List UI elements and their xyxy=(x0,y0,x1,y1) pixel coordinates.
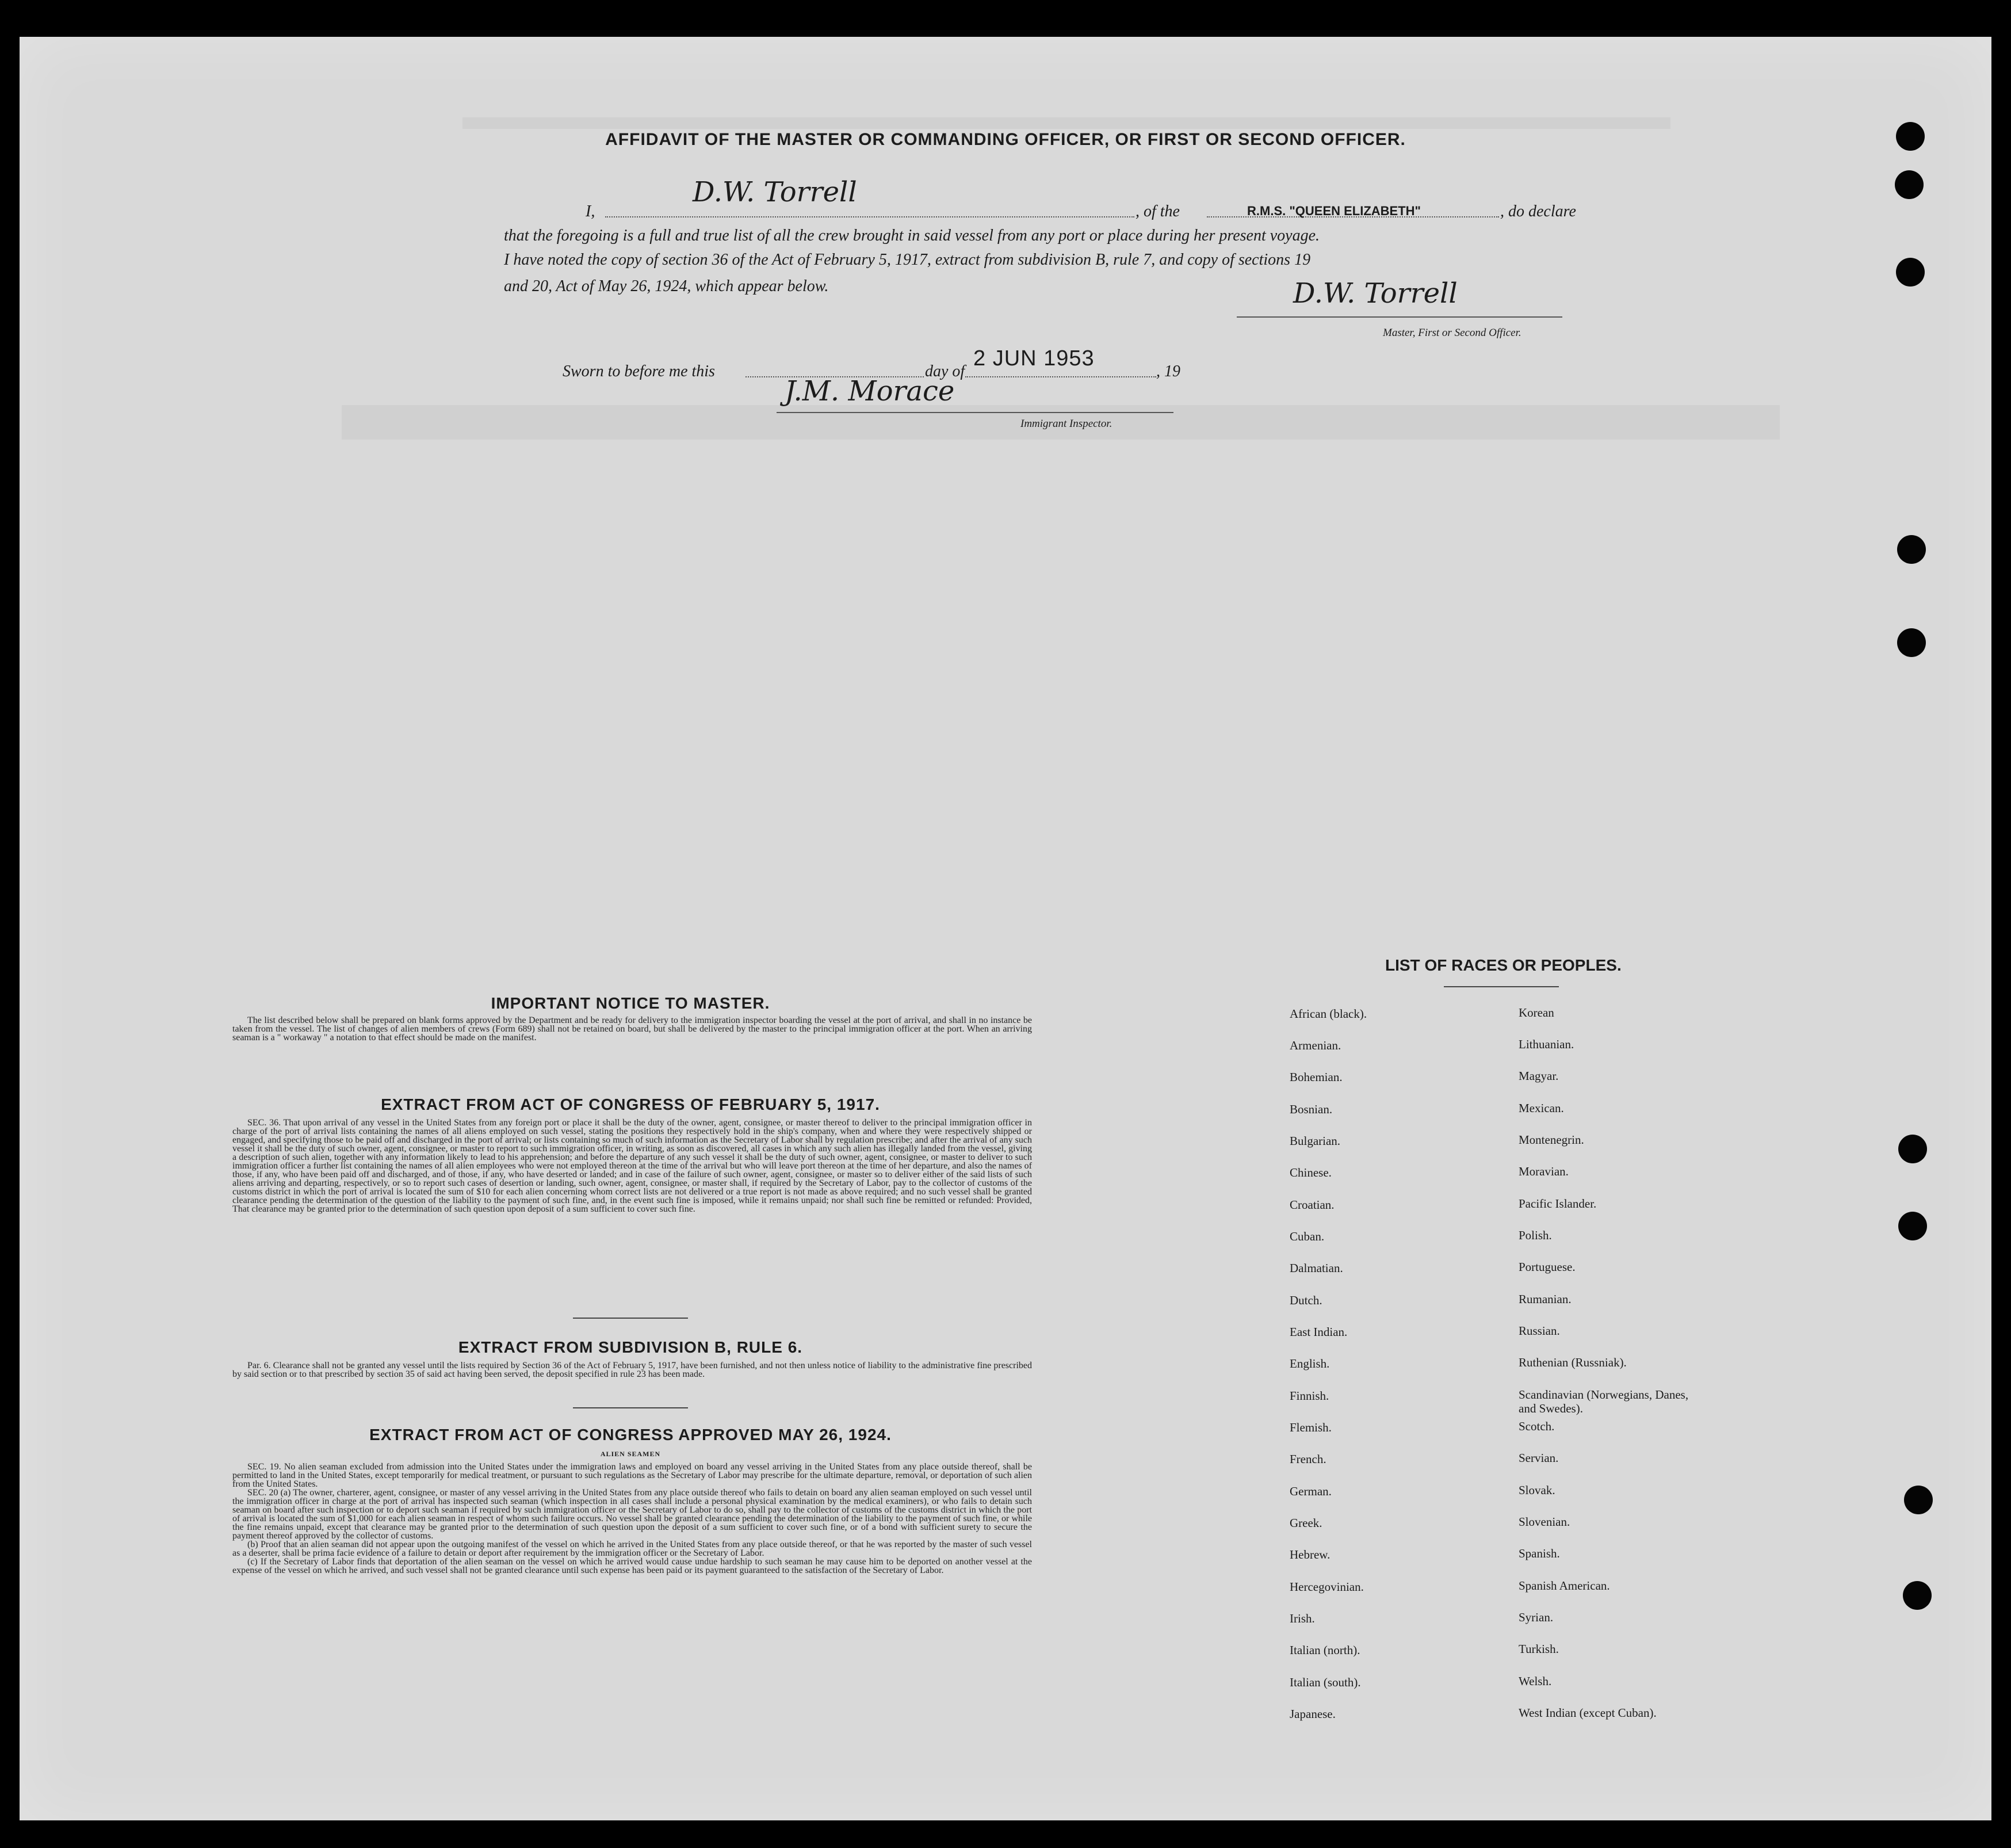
race-item: Syrian. xyxy=(1519,1610,1554,1624)
race-item: English. xyxy=(1290,1357,1330,1370)
sec-20c: (c) If the Secretary of Labor finds that deportation of the alien seaman on the vessel on which he arrived would cause undue hardship to such seaman he may cause him to be deported on another vessel at the expense of the vessel on which he arrived, and such vessel shall not be granted clearance until such expense has been paid or its payment guaranteed to the satisfaction of the Secretary of Labor. xyxy=(232,1557,1032,1575)
race-item: French. xyxy=(1290,1452,1326,1466)
affidavit-line-3: I have noted the copy of section 36 of the Act of February 5, 1917, extract from subdivision B, rule 7, and copy of sections 19 xyxy=(504,251,1311,269)
race-item: Bosnian. xyxy=(1290,1102,1333,1116)
race-item: West Indian (except Cuban). xyxy=(1519,1706,1657,1720)
races-title-rule xyxy=(1444,986,1559,987)
affidavit-of-the-label: , of the xyxy=(1136,203,1180,220)
race-item: Lithuanian. xyxy=(1519,1037,1574,1051)
punch-hole xyxy=(1903,1581,1932,1610)
race-item: Bulgarian. xyxy=(1290,1134,1341,1148)
race-item: Scotch. xyxy=(1519,1419,1555,1433)
master-signature-line xyxy=(1237,316,1562,318)
extract-1917-title: EXTRACT FROM ACT OF CONGRESS OF FEBRUARY 5, 1917. xyxy=(381,1095,880,1113)
punch-hole xyxy=(1896,258,1925,287)
year-prefix-label: , 19 xyxy=(1156,362,1180,380)
race-item: Bohemian. xyxy=(1290,1070,1343,1084)
extract-1924-body xyxy=(232,1463,1032,1575)
race-item: Mexican. xyxy=(1519,1101,1564,1115)
punch-hole xyxy=(1898,1135,1927,1163)
subdivision-body: Par. 6. Clearance shall not be granted any vessel until the lists required by Section 36 of the Act of February 5, 1917, have been furnished, and not then unless notice of liability to the administrative fine prescribed by said section or to that prescribed by section 35 of said act having been served, the deposit specified in rule 23 has been made. xyxy=(232,1361,1032,1379)
race-item: Italian (south). xyxy=(1290,1675,1361,1689)
race-item: Armenian. xyxy=(1290,1038,1341,1052)
sworn-month-field xyxy=(965,376,1156,377)
extract-1924-title: EXTRACT FROM ACT OF CONGRESS APPROVED MAY 26, 1924. xyxy=(369,1426,892,1444)
master-signature: D.W. Torrell xyxy=(1293,277,1458,310)
race-item: Flemish. xyxy=(1290,1421,1332,1434)
subdivision-title: EXTRACT FROM SUBDIVISION B, RULE 6. xyxy=(458,1338,803,1356)
race-item: Slovak. xyxy=(1519,1483,1555,1497)
sec-19: SEC. 19. No alien seaman excluded from admission into the United States under the immigration laws and employed on board any vessel arriving in the United States from any place outside thereof, shall be permitted to land in the United States, except temporarily for medical treatment, or pursuant to such regulations as the Secretary of Labor may prescribe for the ultimate departure, removal, or deportation of such alien from the United States. xyxy=(232,1462,1032,1489)
master-name-field xyxy=(605,216,1134,217)
extract-1917-body: SEC. 36. That upon arrival of any vessel in the United States from any foreign port or place it shall be the duty of the owner, agent, consignee, or master thereof to deliver to the principal immigration officer in charge of the port of arrival lists containing the names of all aliens employed on such vessel, stating the positions they respectively hold in the ship's company, when and where they were respectively shipped or engaged, and specifying those to be paid off and discharged in the port of arrival; or lists containing so much of such information as the Secretary of Labor shall by regulation prescribe; and after the arrival of any such vessel it shall be the duty of such owner, agent, consignee, or master to report to such immigration officer, in writing, as soon as discovered, all cases in which any such alien has illegally landed from the vessel, giving a description of such alien, together with any information likely to lead to his apprehension; and before the departure of any such vessel it shall be the duty of such owner, agent, consignee, or master to deliver to such immigration officer a further list containing the names of all alien employees who were not employed thereon at the time of the arrival but who will leave port thereon at the time of her departure, and also the names of those, if any, who have been paid off and discharged, and of those, if any, who have deserted or landed; and in case of the failure of such owner, agent, consignee, or master so to deliver either of the said lists of such aliens arriving and departing, respectively, or so to report such cases of desertion or landing, such owner, agent, consignee, or master shall, if required by the Secretary of Labor, pay to the collector of customs of the customs district in which the port of arrival is located the sum of $10 for each alien concerning whom correct lists are not delivered or a true report is not made as above required; and no such vessel shall be granted clearance pending the determination of the question of the liability to the payment of such fine, and, in the event such fine is imposed, while it remains unpaid; nor shall such fine be remitted or refunded: Provided, That clearance may be granted prior to the determination of such question upon deposit of a sum sufficient to cover such fine. xyxy=(232,1118,1032,1214)
race-item: Italian (north). xyxy=(1290,1643,1360,1657)
race-item: Pacific Islander. xyxy=(1519,1197,1597,1211)
divider-rule xyxy=(573,1318,688,1319)
document-sheet xyxy=(20,37,1991,1820)
race-item: Korean xyxy=(1519,1006,1554,1020)
race-item: African (black). xyxy=(1290,1007,1367,1021)
race-item: Russian. xyxy=(1519,1324,1560,1338)
race-item: East Indian. xyxy=(1290,1325,1348,1339)
race-item: Japanese. xyxy=(1290,1707,1336,1721)
race-item: Servian. xyxy=(1519,1451,1559,1465)
race-item: Turkish. xyxy=(1519,1642,1559,1656)
affidavit-declare-label: , do declare xyxy=(1500,203,1576,220)
race-item: Hebrew. xyxy=(1290,1548,1331,1561)
race-item: Polish. xyxy=(1519,1228,1552,1242)
race-item: Irish. xyxy=(1290,1612,1315,1625)
affidavit-i-label: I, xyxy=(586,203,595,220)
day-of-label: day of xyxy=(925,362,965,380)
race-item: Slovenian. xyxy=(1519,1515,1570,1529)
punch-hole xyxy=(1895,170,1924,199)
races-title: LIST OF RACES OR PEOPLES. xyxy=(1385,956,1622,974)
divider-rule xyxy=(573,1407,688,1408)
race-item: Cuban. xyxy=(1290,1230,1325,1243)
inspector-signature-line xyxy=(777,412,1173,413)
stamped-date: 2 JUN 1953 xyxy=(973,346,1095,371)
ship-name: R.M.S. "QUEEN ELIZABETH" xyxy=(1247,204,1421,218)
bleed-through-band xyxy=(462,117,1670,129)
race-item: Hercegovinian. xyxy=(1290,1580,1364,1594)
notice-body: The list described below shall be prepared on blank forms approved by the Department and be ready for delivery to the immigration inspector boarding the vessel at the port of arrival, and shall in no instance be taken from the vessel. The list of changes of alien members of crews (Form 689) shall not be retained on board, but shall be delivered by the master to the principal immigration officer at the port. When an arriving seaman is a " workaway " a notation to that effect should be made on the manifest. xyxy=(232,1015,1032,1043)
punch-hole xyxy=(1897,628,1926,657)
race-item: Magyar. xyxy=(1519,1069,1559,1083)
race-item: Moravian. xyxy=(1519,1164,1569,1178)
race-item: Scandinavian (Norwegians, Danes, and Swedes). xyxy=(1519,1388,1689,1415)
race-item: Dalmatian. xyxy=(1290,1261,1343,1275)
affidavit-title: AFFIDAVIT OF THE MASTER OR COMMANDING OFFICER, OR FIRST OR SECOND OFFICER. xyxy=(605,130,1406,149)
race-item: Dutch. xyxy=(1290,1293,1322,1307)
notice-title: IMPORTANT NOTICE TO MASTER. xyxy=(491,994,770,1012)
punch-hole xyxy=(1897,535,1926,564)
punch-hole xyxy=(1904,1486,1933,1514)
sec-20a: SEC. 20 (a) The owner, charterer, agent, consignee, or master of any vessel arriving in the United States from any place outside thereof who fails to detain on board any alien seaman employed on such vessel until the immigration officer in charge at the port of arrival has inspected such seaman (which inspection in all cases shall include a personal physical examination by the medical examiners), or who fails to detain such seaman on board after such inspection or to deport such seaman if required by such immigration officer or the Secretary of Labor to do so, shall pay to the collector of customs of the customs district in which the port of arrival is located the sum of $1,000 for each alien seaman in respect of whom such failure occurs. No vessel shall be granted clearance pending the determination of the liability to the payment of such fine, or while the fine remains unpaid, except that clearance may be granted prior to the determination of such question upon the deposit of a sum sufficient to cover such fine, or of a bond with sufficient surety to secure the payment thereof approved by the collector of customs. xyxy=(232,1488,1032,1541)
race-item: Chinese. xyxy=(1290,1166,1332,1179)
inspector-signature: J.M. Morace xyxy=(785,375,955,407)
sworn-before-label: Sworn to before me this xyxy=(563,362,715,380)
inspector-caption: Immigrant Inspector. xyxy=(1020,418,1112,430)
race-item: Croatian. xyxy=(1290,1198,1335,1212)
race-item: Welsh. xyxy=(1519,1674,1552,1688)
master-caption: Master, First or Second Officer. xyxy=(1383,327,1521,339)
race-item: Montenegrin. xyxy=(1519,1133,1584,1147)
race-item: Portuguese. xyxy=(1519,1260,1576,1274)
race-item: Greek. xyxy=(1290,1516,1322,1530)
affidavit-line-4: and 20, Act of May 26, 1924, which appear below. xyxy=(504,277,829,295)
race-item: Spanish American. xyxy=(1519,1579,1610,1593)
race-item: German. xyxy=(1290,1484,1332,1498)
race-item: Ruthenian (Russniak). xyxy=(1519,1356,1627,1369)
race-item: Finnish. xyxy=(1290,1389,1329,1403)
alien-seamen-subtitle: ALIEN SEAMEN xyxy=(600,1450,661,1458)
sec-20b: (b) Proof that an alien seaman did not appear upon the outgoing manifest of the vessel on which he arrived in the United States from any place outside thereof, or that he was reported by the master of such vessel as a deserter, shall be prima facie evidence of a failure to detain or deport after requirement by the immigration officer or the Secretary of Labor. xyxy=(232,1540,1032,1558)
race-item: Rumanian. xyxy=(1519,1292,1572,1306)
master-name-signature: D.W. Torrell xyxy=(693,176,857,208)
punch-hole xyxy=(1898,1212,1927,1240)
race-item: Spanish. xyxy=(1519,1547,1560,1560)
affidavit-line-2: that the foregoing is a full and true list of all the crew brought in said vessel from any port or place during her present voyage. xyxy=(504,227,1320,245)
